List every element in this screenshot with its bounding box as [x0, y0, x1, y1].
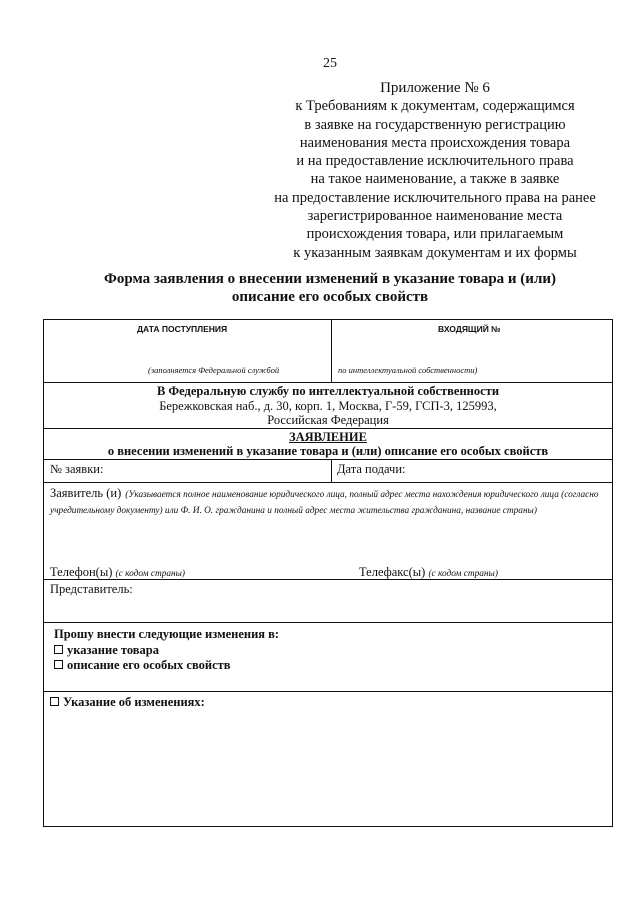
statement-title: ЗАЯВЛЕНИЕ — [289, 430, 367, 444]
filled-by-left: (заполняется Федеральной службой — [148, 365, 280, 375]
checkbox-icon[interactable] — [50, 697, 59, 706]
divider — [44, 691, 612, 692]
changes-request-title: Прошу внести следующие изменения в: — [54, 627, 280, 641]
form-title-line: Форма заявления о внесении изменений в указание товара и (или) — [103, 271, 556, 287]
appendix-line: в заявке на государственную регистрацию — [304, 116, 566, 133]
divider — [44, 622, 612, 623]
application-form — [43, 319, 613, 827]
appendix-title: Приложение № 6 — [380, 80, 490, 96]
appendix-line: к Требованиям к документам, содержащимся — [295, 98, 575, 115]
phone-label: Телефон(ы) — [50, 565, 113, 579]
filled-by-right: по интеллектуальной собственности) — [338, 365, 478, 375]
divider — [44, 428, 612, 429]
applicant-field[interactable] — [50, 486, 606, 518]
header-divider — [331, 320, 332, 382]
option-special-properties[interactable] — [54, 658, 279, 674]
fax-field[interactable] — [359, 565, 498, 580]
statement-subtitle: о внесении изменений в указание товара и (или) описание его особых свойств — [107, 444, 549, 458]
option-label: описание его особых свойств — [67, 658, 231, 672]
form-title — [60, 270, 600, 306]
option-product-indication[interactable] — [54, 643, 279, 659]
appendix-line: и на предоставление исключительного права — [296, 153, 574, 170]
page-number: 25 — [323, 56, 337, 71]
filing-date-field[interactable]: Дата подачи: — [337, 462, 406, 476]
changes-indication-label: Указание об изменениях: — [63, 695, 205, 709]
addressee-block — [44, 384, 612, 428]
appendix-line: на предоставление исключительного права на ранее — [274, 189, 596, 206]
appendix-line: на такое наименование, а также в заявке — [310, 171, 560, 188]
option-label: указание товара — [67, 642, 159, 657]
phone-hint: (с кодом страны) — [115, 569, 186, 579]
field-divider — [331, 459, 332, 482]
applicant-hint: (Указывается полное наименование юридического лица, полный адрес места нахождения юридического лица (согласно учредительному документу) или Ф. И. О. гражданина и полный адрес места жительства гражданина, название страны) — [50, 490, 599, 516]
changes-request — [54, 627, 279, 674]
incoming-number-label: ВХОДЯЩИЙ № — [438, 324, 501, 334]
divider — [44, 482, 612, 483]
appendix-header — [270, 79, 600, 262]
form-title-line: описание его особых свойств — [231, 289, 429, 305]
phone-field[interactable] — [50, 565, 185, 580]
fax-label: Телефакс(ы) — [359, 565, 426, 579]
addressee-country: Российская Федерация — [267, 413, 389, 427]
appendix-line: зарегистрированное наименование места — [307, 208, 563, 225]
appendix-line: наименования места происхождения товара — [299, 134, 571, 151]
checkbox-icon[interactable] — [54, 645, 63, 654]
divider — [44, 579, 612, 580]
application-number-field[interactable]: № заявки: — [50, 462, 104, 476]
fax-hint: (с кодом страны) — [428, 569, 498, 579]
divider — [44, 459, 612, 460]
appendix-line: происхождения товара, или прилагаемым — [306, 226, 564, 243]
representative-field[interactable]: Представитель: — [50, 582, 133, 596]
checkbox-icon[interactable] — [54, 660, 63, 669]
changes-indication-field[interactable] — [50, 695, 205, 710]
addressee-address: Бережковская наб., д. 30, корп. 1, Москва, Г-59, ГСП-3, 125993, — [159, 398, 497, 413]
receipt-date-label: ДАТА ПОСТУПЛЕНИЯ — [137, 324, 228, 334]
applicant-label: Заявитель (и) — [50, 486, 122, 500]
addressee-title: В Федеральную службу по интеллектуальной собственности — [156, 384, 500, 398]
statement-block — [44, 430, 612, 458]
divider — [44, 382, 612, 383]
appendix-line: к указанным заявкам документам и их формы — [293, 244, 577, 261]
